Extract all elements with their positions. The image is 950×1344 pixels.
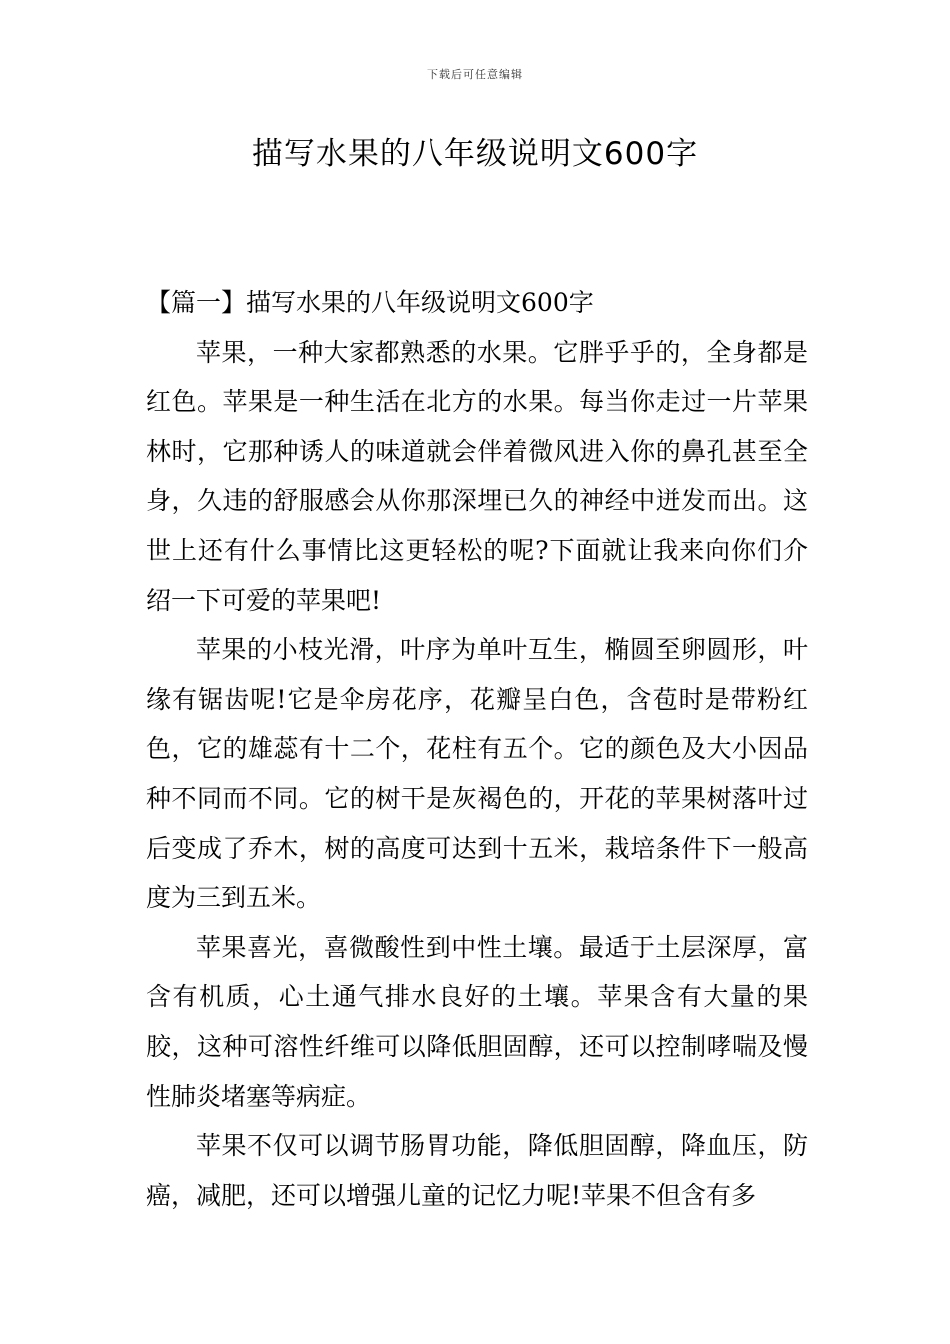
paragraph: 苹果喜光，喜微酸性到中性土壤。最适于土层深厚，富含有机质，心土通气排水良好的土壤。苹果含有大量的果胶，这种可溶性纤维可以降低胆固醇，还可以控制哮喘及慢性肺炎堵塞等病症。 — [146, 932, 808, 1111]
paragraph: 苹果，一种大家都熟悉的水果。它胖乎乎的，全身都是红色。苹果是一种生活在北方的水果。每当你走过一片苹果林时，它那种诱人的味道就会伴着微风进入你的鼻孔甚至全身，久违的舒服感会从你那深埋已久的神经中迸发而出。这世上还有什么事情比这更轻松的呢?下面就让我来向你们介绍一下可爱的苹果吧! — [146, 337, 808, 615]
paragraph: 苹果不仅可以调节肠胃功能，降低胆固醇，降血压，防癌，减肥，还可以增强儿童的记忆力呢!苹果不但含有多 — [146, 1131, 808, 1210]
document-title: 描写水果的八年级说明文600字 — [251, 136, 699, 172]
document-body — [146, 278, 808, 1220]
header-note: 下载后可任意编辑 — [427, 68, 523, 81]
section-heading: 【篇一】描写水果的八年级说明文600字 — [146, 288, 594, 317]
paragraph: 苹果的小枝光滑，叶序为单叶互生，椭圆至卵圆形，叶缘有锯齿呢!它是伞房花序，花瓣呈白色，含苞时是带粉红色，它的雄蕊有十二个，花柱有五个。它的颜色及大小因品种不同而不同。它的树干是灰褐色的，开花的苹果树落叶过后变成了乔木，树的高度可达到十五米，栽培条件下一般高度为三到五米。 — [146, 635, 808, 913]
